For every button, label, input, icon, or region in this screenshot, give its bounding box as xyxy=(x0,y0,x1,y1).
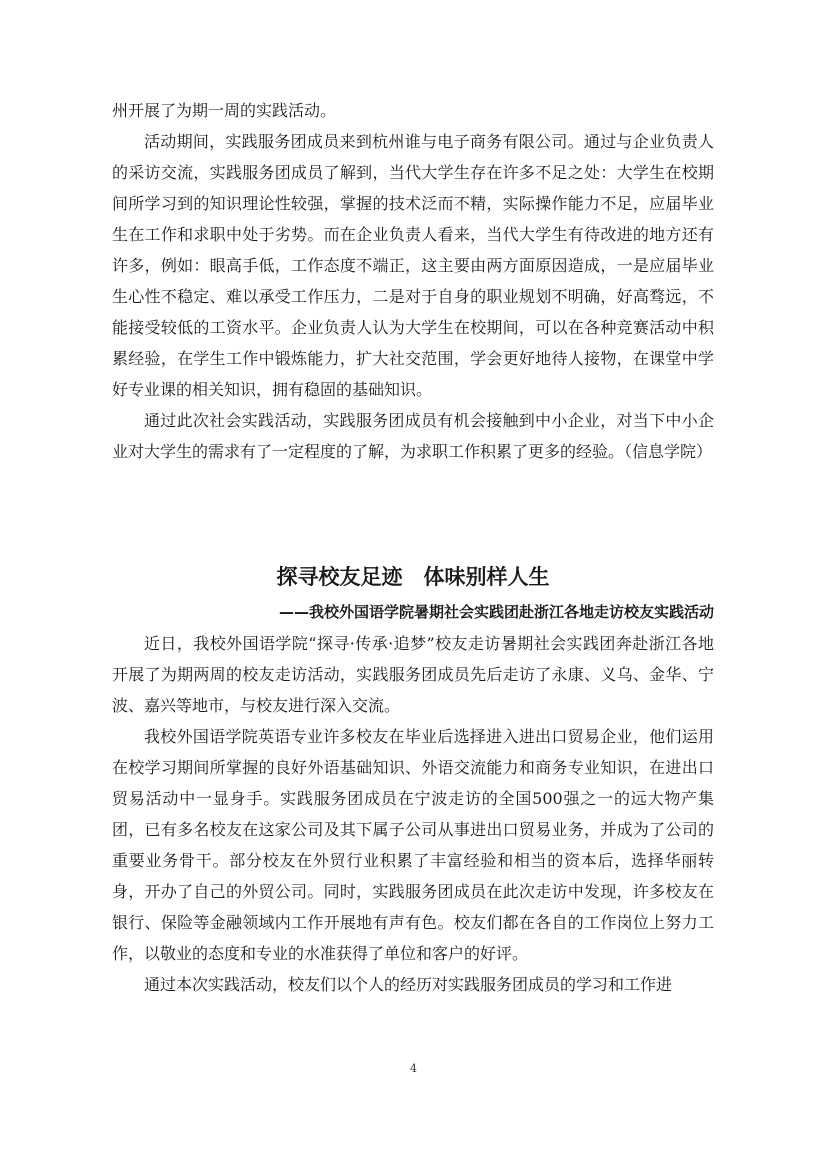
paragraph: 州开展了为期一周的实践活动。 xyxy=(112,101,337,120)
section-1-body xyxy=(112,95,714,467)
paragraph: 近日，我校外国语学院“探寻·传承·追梦”校友走访暑期社会实践团奔赴浙江各地开展了为期两周的校友走访活动，实践服务团成员先后走访了永康、义乌、金华、宁波、嘉兴等地市，与校友进行深入交流。 xyxy=(112,634,714,715)
paragraph: 我校外国语学院英语专业许多校友在毕业后选择进入进出口贸易企业，他们运用在校学习期间所掌握的良好外语基础知识、外语交流能力和商务专业知识，在进出口贸易活动中一显身手。实践服务团成员在宁波走访的全国500强之一的远大物产集团，已有多名校友在这家公司及其下属子公司从事进出口贸易业务，并成为了公司的重要业务骨干。部分校友在外贸行业积累了丰富经验和相当的资本后，选择华丽转身，开办了自己的外贸公司。同时，实践服务团成员在此次走访中发现，许多校友在银行、保险等金融领域内工作开展地有声有色。校友们都在各自的工作岗位上努力工作，以敬业的态度和专业的水准获得了单位和客户的好评。 xyxy=(112,727,714,963)
article-title: 探寻校友足迹 体味别样人生 xyxy=(276,565,550,589)
paragraph: 通过本次实践活动，校友们以个人的经历对实践服务团成员的学习和工作进 xyxy=(144,975,673,994)
page-number: 4 xyxy=(410,1062,417,1075)
paragraph: 通过此次社会实践活动，实践服务团成员有机会接触到中小企业，对当下中小企业对大学生的需求有了一定程度的了解，为求职工作积累了更多的经验。（信息学院） xyxy=(112,411,714,461)
article-subtitle: ——我校外国语学院暑期社会实践团赴浙江各地走访校友实践活动 xyxy=(278,603,714,621)
paragraph: 活动期间，实践服务团成员来到杭州谁与电子商务有限公司。通过与企业负责人的采访交流，实践服务团成员了解到，当代大学生存在许多不足之处：大学生在校期间所学习到的知识理论性较强，掌握的技术泛而不精，实际操作能力不足，应届毕业生在工作和求职中处于劣势。而在企业负责人看来，当代大学生有待改进的地方还有许多，例如：眼高手低，工作态度不端正，这主要由两方面原因造成，一是应届毕业生心性不稳定、难以承受工作压力，二是对于自身的职业规划不明确，好高骛远，不能接受较低的工资水平。企业负责人认为大学生在校期间，可以在各种竞赛活动中积累经验，在学生工作中锻炼能力，扩大社交范围，学会更好地待人接物，在课堂中学好专业课的相关知识，拥有稳固的基础知识。 xyxy=(112,132,714,399)
article-body xyxy=(112,628,714,1000)
